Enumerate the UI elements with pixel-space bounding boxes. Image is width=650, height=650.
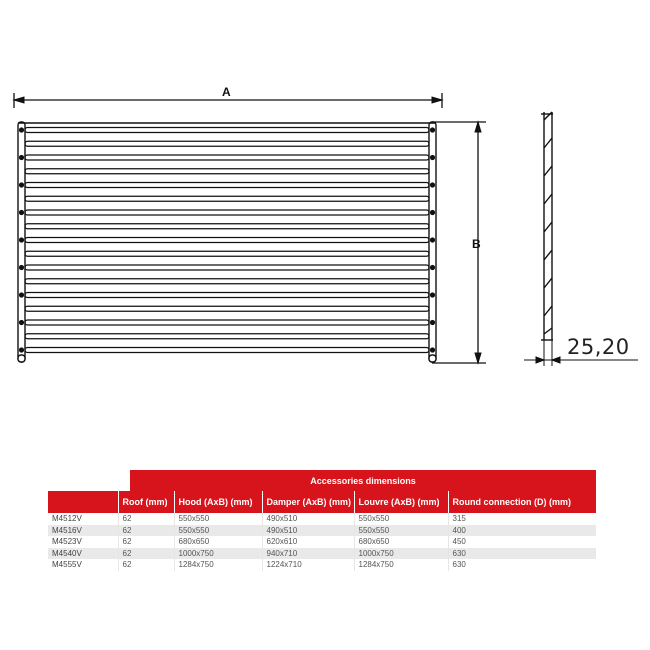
hood-cell: 680x650 <box>174 536 262 548</box>
column-header-roof: Roof (mm) <box>118 491 174 513</box>
dimensions-table <box>48 491 596 571</box>
roof-cell: 62 <box>118 536 174 548</box>
damper-cell: 490x510 <box>262 513 354 525</box>
column-header-hood: Hood (AxB) (mm) <box>174 491 262 513</box>
louvre-slat <box>25 348 429 353</box>
hood-cell: 550x550 <box>174 525 262 537</box>
rivet <box>430 182 435 187</box>
roof-cell: 62 <box>118 548 174 560</box>
louvre-slat <box>25 238 429 243</box>
rivet <box>430 347 435 352</box>
louvre-slat <box>25 224 429 229</box>
frame-rivets <box>19 127 435 352</box>
rivet <box>19 155 24 160</box>
rivet <box>19 182 24 187</box>
louvre-slat <box>25 293 429 298</box>
louvre-slat <box>25 279 429 284</box>
hood-cell: 550x550 <box>174 513 262 525</box>
dimension-b-label: B <box>472 237 481 251</box>
louvre-side-view <box>541 112 553 340</box>
rivet <box>19 320 24 325</box>
rivet <box>430 265 435 270</box>
rivet <box>430 155 435 160</box>
depth-label: 25,20 <box>567 335 630 359</box>
round-connection-cell: 450 <box>448 536 596 548</box>
damper-cell: 1224x710 <box>262 559 354 571</box>
louvre-slat <box>25 210 429 215</box>
hood-cell: 1284x750 <box>174 559 262 571</box>
dimension-a-label: A <box>222 85 231 99</box>
roof-cell: 62 <box>118 513 174 525</box>
rivet <box>19 347 24 352</box>
table-row <box>48 525 596 537</box>
rivet <box>19 127 24 132</box>
roof-cell: 62 <box>118 525 174 537</box>
table-header-row <box>48 491 596 513</box>
table-row <box>48 536 596 548</box>
louvre-slat <box>25 265 429 270</box>
louvre-slat <box>25 169 429 174</box>
rivet <box>19 292 24 297</box>
louvre-cell: 1000x750 <box>354 548 448 560</box>
accessories-table <box>48 470 596 571</box>
rivet <box>19 237 24 242</box>
model-cell: M4540V <box>48 548 118 560</box>
louvre-slat <box>25 196 429 201</box>
rivet <box>430 210 435 215</box>
column-header-round-connection: Round connection (D) (mm) <box>448 491 596 513</box>
round-connection-cell: 630 <box>448 559 596 571</box>
rivet <box>430 292 435 297</box>
louvre-slat <box>25 306 429 311</box>
damper-cell: 620x610 <box>262 536 354 548</box>
rivet <box>430 127 435 132</box>
model-cell: M4523V <box>48 536 118 548</box>
roof-cell: 62 <box>118 559 174 571</box>
louvre-cell: 550x550 <box>354 525 448 537</box>
model-cell: M4516V <box>48 525 118 537</box>
louvre-slat <box>25 320 429 325</box>
table-row <box>48 548 596 560</box>
rivet <box>19 210 24 215</box>
table-super-header: Accessories dimensions <box>130 470 596 491</box>
table-row <box>48 559 596 571</box>
rivet <box>430 320 435 325</box>
louvre-cell: 550x550 <box>354 513 448 525</box>
louvre-slats <box>25 128 429 353</box>
rivet <box>430 237 435 242</box>
rivet <box>19 265 24 270</box>
model-cell: M4555V <box>48 559 118 571</box>
louvre-slat <box>25 334 429 339</box>
model-cell: M4512V <box>48 513 118 525</box>
louvre-slat <box>25 128 429 133</box>
damper-cell: 490x510 <box>262 525 354 537</box>
damper-cell: 940x710 <box>262 548 354 560</box>
column-header-model <box>48 491 118 513</box>
column-header-louvre: Louvre (AxB) (mm) <box>354 491 448 513</box>
column-header-damper: Damper (AxB) (mm) <box>262 491 354 513</box>
louvre-slat <box>25 141 429 146</box>
round-connection-cell: 315 <box>448 513 596 525</box>
hood-cell: 1000x750 <box>174 548 262 560</box>
round-connection-cell: 400 <box>448 525 596 537</box>
louvre-slat <box>25 251 429 256</box>
louvre-slat <box>25 155 429 160</box>
table-row <box>48 513 596 525</box>
louvre-slat <box>25 183 429 188</box>
round-connection-cell: 630 <box>448 548 596 560</box>
louvre-cell: 1284x750 <box>354 559 448 571</box>
louvre-cell: 680x650 <box>354 536 448 548</box>
